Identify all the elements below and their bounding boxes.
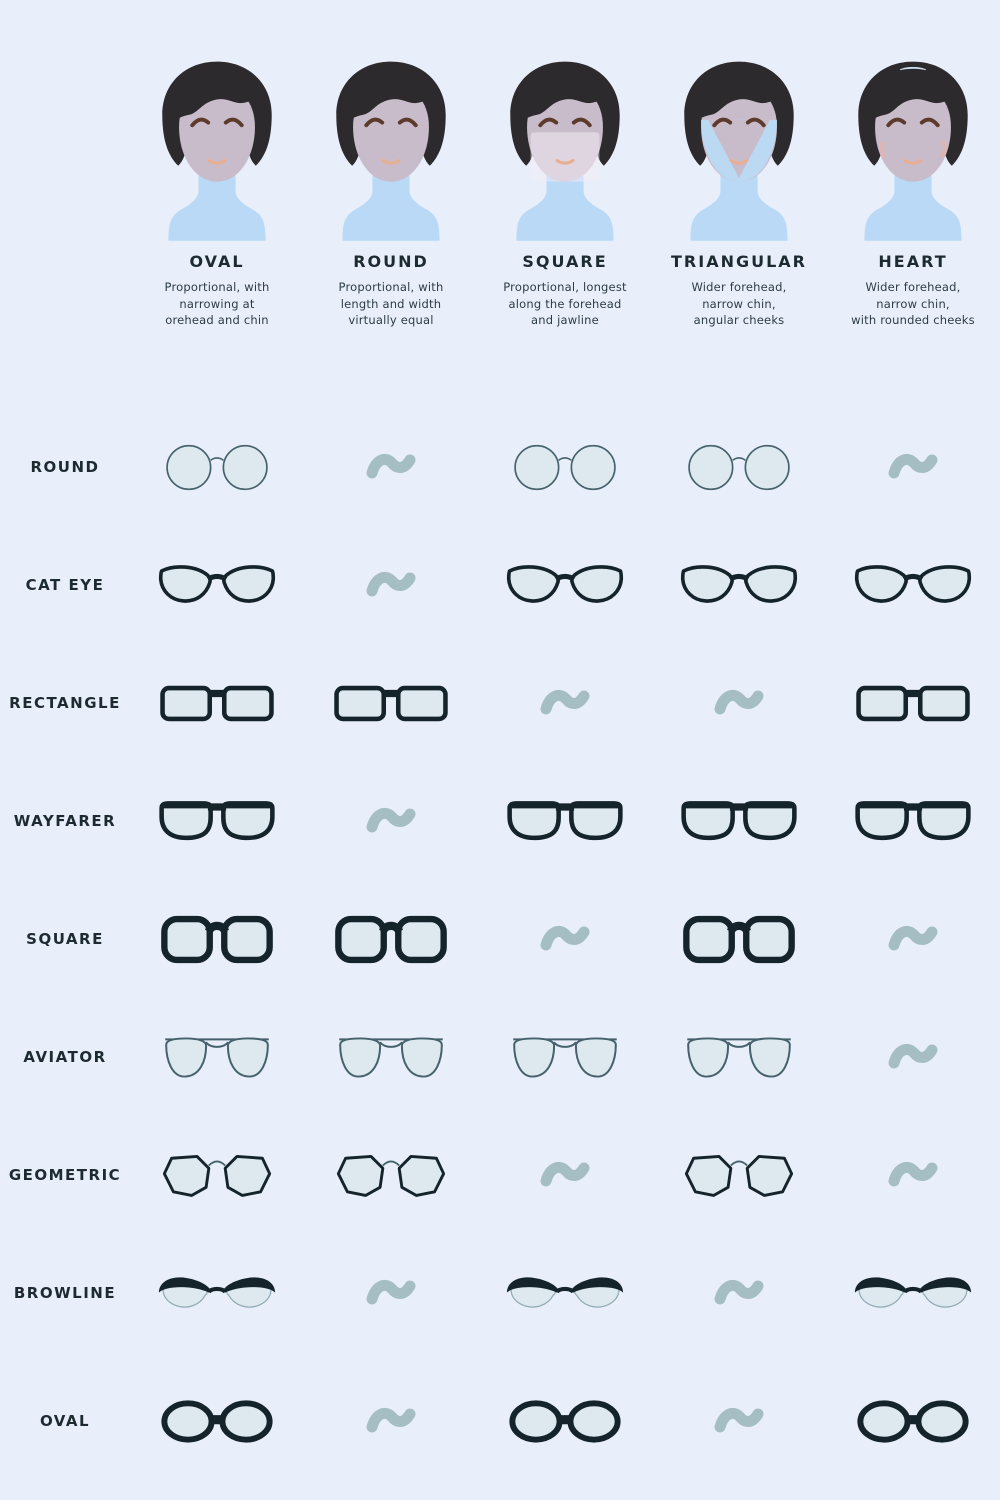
glasses-row-cateye bbox=[0, 526, 1000, 644]
geometric-glasses-icon bbox=[332, 1150, 450, 1201]
browline-glasses-icon bbox=[854, 1268, 972, 1319]
face-square-illustration bbox=[490, 58, 640, 248]
cell-rectangle-round bbox=[304, 678, 478, 729]
squiggle-icon bbox=[887, 1158, 939, 1192]
face-column-triangular bbox=[652, 58, 826, 368]
glasses-row-wayfarer bbox=[0, 762, 1000, 880]
browline-glasses-icon bbox=[506, 1268, 624, 1319]
face-shape-description: Wider forehead, narrow chin, angular cheeks bbox=[691, 280, 787, 328]
squiggle-icon bbox=[713, 1276, 765, 1310]
aviator-glasses-icon bbox=[506, 1032, 624, 1083]
face-shape-description: Proportional, with length and width virtually equal bbox=[338, 280, 444, 328]
cell-wayfarer-triangular bbox=[652, 796, 826, 847]
cell-round-square bbox=[478, 442, 652, 493]
squiggle-icon bbox=[887, 450, 939, 484]
face-shape-description: Proportional, longest along the forehead and jawline bbox=[503, 280, 627, 328]
rectangle-glasses-icon bbox=[854, 678, 972, 729]
glasses-type-label: ROUND bbox=[30, 458, 100, 476]
wayfarer-glasses-icon bbox=[680, 796, 798, 847]
squiggle-icon bbox=[887, 922, 939, 956]
cell-geometric-oval bbox=[130, 1150, 304, 1201]
cell-aviator-triangular bbox=[652, 1032, 826, 1083]
glasses-type-label: CAT EYE bbox=[25, 576, 105, 594]
glasses-row-rectangle bbox=[0, 644, 1000, 762]
squiggle-icon bbox=[713, 1404, 765, 1438]
face-column-round bbox=[304, 58, 478, 368]
cell-wayfarer-round bbox=[304, 804, 478, 838]
cell-square-triangular bbox=[652, 914, 826, 965]
cell-geometric-triangular bbox=[652, 1150, 826, 1201]
cell-oval-triangular bbox=[652, 1404, 826, 1438]
squiggle-icon bbox=[539, 1158, 591, 1192]
squiggle-icon bbox=[365, 568, 417, 602]
glasses-type-label: OVAL bbox=[39, 1412, 91, 1430]
glasses-row-round bbox=[0, 408, 1000, 526]
cateye-glasses-icon bbox=[680, 560, 798, 611]
rectangle-glasses-icon bbox=[158, 678, 276, 729]
cell-square-round bbox=[304, 914, 478, 965]
cell-rectangle-heart bbox=[826, 678, 1000, 729]
wayfarer-glasses-icon bbox=[854, 796, 972, 847]
geometric-glasses-icon bbox=[680, 1150, 798, 1201]
cell-aviator-heart bbox=[826, 1040, 1000, 1074]
cateye-glasses-icon bbox=[506, 560, 624, 611]
cell-oval-oval bbox=[130, 1396, 304, 1447]
face-oval-illustration bbox=[142, 58, 292, 248]
cell-round-oval bbox=[130, 442, 304, 493]
face-shape-label: SQUARE bbox=[522, 252, 608, 271]
cell-oval-square bbox=[478, 1396, 652, 1447]
cell-wayfarer-heart bbox=[826, 796, 1000, 847]
face-shape-description: Proportional, with narrowing at orehead and chin bbox=[164, 280, 270, 328]
oval-glasses-icon bbox=[854, 1396, 972, 1447]
cell-browline-triangular bbox=[652, 1276, 826, 1310]
glasses-row-geometric bbox=[0, 1116, 1000, 1234]
square-glasses-icon bbox=[158, 914, 276, 965]
squiggle-icon bbox=[713, 686, 765, 720]
glasses-type-label: WAYFARER bbox=[13, 812, 117, 830]
oval-glasses-icon bbox=[506, 1396, 624, 1447]
aviator-glasses-icon bbox=[680, 1032, 798, 1083]
face-columns bbox=[0, 0, 1000, 368]
rectangle-glasses-icon bbox=[332, 678, 450, 729]
face-shape-label: HEART bbox=[878, 252, 948, 271]
glasses-row-aviator bbox=[0, 998, 1000, 1116]
glasses-row-square bbox=[0, 880, 1000, 998]
cell-cateye-oval bbox=[130, 560, 304, 611]
glasses-type-label: RECTANGLE bbox=[9, 694, 121, 712]
cell-square-heart bbox=[826, 922, 1000, 956]
squiggle-icon bbox=[539, 922, 591, 956]
cell-geometric-square bbox=[478, 1158, 652, 1192]
cell-aviator-oval bbox=[130, 1032, 304, 1083]
face-round-illustration bbox=[316, 58, 466, 248]
cell-aviator-square bbox=[478, 1032, 652, 1083]
round-glasses-icon bbox=[506, 442, 624, 493]
face-shape-label: OVAL bbox=[189, 252, 245, 271]
face-column-oval bbox=[130, 58, 304, 368]
cell-wayfarer-square bbox=[478, 796, 652, 847]
cell-browline-round bbox=[304, 1276, 478, 1310]
cateye-glasses-icon bbox=[158, 560, 276, 611]
compatibility-grid bbox=[0, 408, 1000, 1480]
cell-cateye-round bbox=[304, 568, 478, 602]
cell-browline-heart bbox=[826, 1268, 1000, 1319]
face-heart-illustration bbox=[838, 58, 988, 248]
cell-square-square bbox=[478, 922, 652, 956]
aviator-glasses-icon bbox=[158, 1032, 276, 1083]
face-column-square bbox=[478, 58, 652, 368]
wayfarer-glasses-icon bbox=[506, 796, 624, 847]
glasses-row-oval bbox=[0, 1362, 1000, 1480]
cell-cateye-triangular bbox=[652, 560, 826, 611]
cell-wayfarer-oval bbox=[130, 796, 304, 847]
glasses-row-browline bbox=[0, 1234, 1000, 1352]
round-glasses-icon bbox=[680, 442, 798, 493]
cell-round-round bbox=[304, 450, 478, 484]
cell-round-heart bbox=[826, 450, 1000, 484]
cell-cateye-heart bbox=[826, 560, 1000, 611]
cell-oval-round bbox=[304, 1404, 478, 1438]
squiggle-icon bbox=[365, 450, 417, 484]
glasses-type-label: BROWLINE bbox=[13, 1284, 117, 1302]
round-glasses-icon bbox=[158, 442, 276, 493]
aviator-glasses-icon bbox=[332, 1032, 450, 1083]
glasses-type-label: GEOMETRIC bbox=[8, 1166, 122, 1184]
cell-browline-square bbox=[478, 1268, 652, 1319]
cell-rectangle-oval bbox=[130, 678, 304, 729]
cell-rectangle-triangular bbox=[652, 686, 826, 720]
browline-glasses-icon bbox=[158, 1268, 276, 1319]
cell-aviator-round bbox=[304, 1032, 478, 1083]
glasses-type-label: SQUARE bbox=[26, 930, 104, 948]
oval-glasses-icon bbox=[158, 1396, 276, 1447]
geometric-glasses-icon bbox=[158, 1150, 276, 1201]
face-shape-label: TRIANGULAR bbox=[671, 252, 807, 271]
cell-square-oval bbox=[130, 914, 304, 965]
square-glasses-icon bbox=[680, 914, 798, 965]
cell-geometric-round bbox=[304, 1150, 478, 1201]
cell-rectangle-square bbox=[478, 686, 652, 720]
cell-oval-heart bbox=[826, 1396, 1000, 1447]
cell-round-triangular bbox=[652, 442, 826, 493]
squiggle-icon bbox=[365, 1276, 417, 1310]
face-shape-description: Wider forehead, narrow chin, with rounded cheeks bbox=[851, 280, 975, 328]
glasses-type-label: AVIATOR bbox=[23, 1048, 107, 1066]
squiggle-icon bbox=[887, 1040, 939, 1074]
cateye-glasses-icon bbox=[854, 560, 972, 611]
squiggle-icon bbox=[539, 686, 591, 720]
face-shape-label: ROUND bbox=[353, 252, 429, 271]
wayfarer-glasses-icon bbox=[158, 796, 276, 847]
square-glasses-icon bbox=[332, 914, 450, 965]
squiggle-icon bbox=[365, 1404, 417, 1438]
face-column-heart bbox=[826, 58, 1000, 368]
cell-browline-oval bbox=[130, 1268, 304, 1319]
face-triangular-illustration bbox=[664, 58, 814, 248]
squiggle-icon bbox=[365, 804, 417, 838]
cell-geometric-heart bbox=[826, 1158, 1000, 1192]
cell-cateye-square bbox=[478, 560, 652, 611]
